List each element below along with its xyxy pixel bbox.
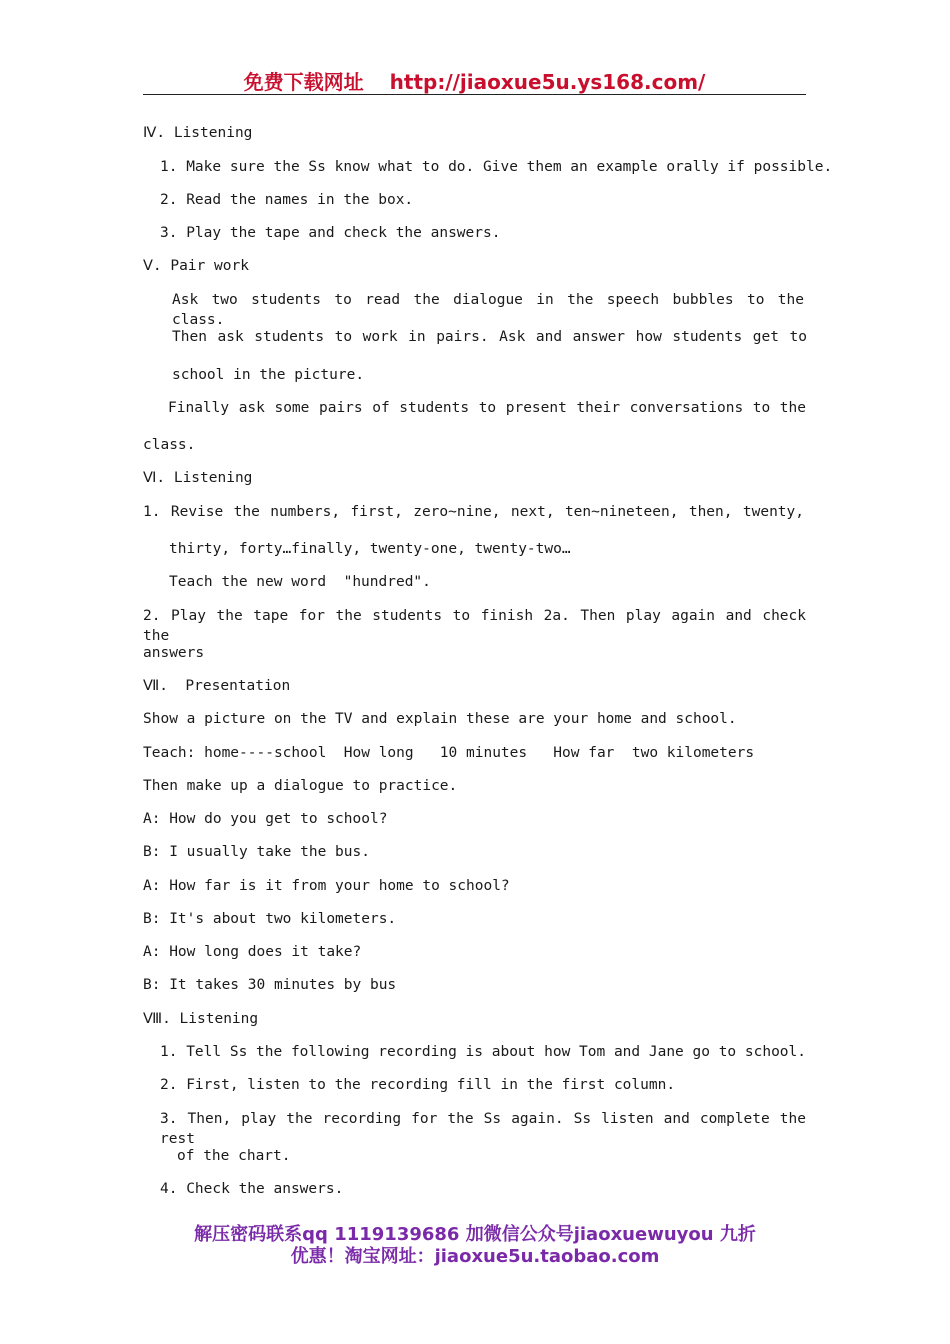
section-7-heading: Ⅶ. Presentation: [143, 678, 291, 694]
paragraph-line: Finally ask some pairs of students to present their conversations to the: [168, 400, 806, 416]
dialogue-line: B: It takes 30 minutes by bus: [143, 977, 397, 993]
paragraph-line: Then ask students to work in pairs. Ask and answer how students get to: [172, 329, 807, 345]
paragraph-line: Teach the new word "hundred".: [169, 574, 431, 590]
footer-line-2: 优惠！淘宝网址：jiaoxue5u.taobao.com: [290, 1246, 660, 1267]
header-url[interactable]: http://jiaoxue5u.ys168.com/: [389, 70, 706, 94]
dialogue-line: A: How do you get to school?: [143, 811, 388, 827]
list-item: 1. Tell Ss the following recording is about how Tom and Jane go to school.: [160, 1044, 807, 1060]
list-item: 3. Then, play the recording for the Ss again. Ss listen and complete the rest: [160, 1111, 806, 1147]
footer-line-1: 解压密码联系qq 1119139686 加微信公众号jiaoxuewuyou 九折: [194, 1224, 756, 1245]
list-item: 4. Check the answers.: [160, 1181, 344, 1197]
dialogue-line: A: How far is it from your home to school?: [143, 878, 510, 894]
section-4-heading: Ⅳ. Listening: [143, 125, 253, 141]
list-item: of the chart.: [177, 1148, 291, 1164]
page-header: [143, 66, 806, 95]
section-6-heading: Ⅵ. Listening: [143, 470, 253, 486]
dialogue-line: A: How long does it take?: [143, 944, 362, 960]
list-item: 2. First, listen to the recording fill in the first column.: [160, 1077, 676, 1093]
list-item: 1. Make sure the Ss know what to do. Give them an example orally if possible.: [160, 159, 833, 175]
list-item: 2. Read the names in the box.: [160, 192, 414, 208]
dialogue-line: B: It's about two kilometers.: [143, 911, 397, 927]
paragraph-line: school in the picture.: [172, 367, 365, 383]
paragraph-line: Show a picture on the TV and explain these are your home and school.: [143, 711, 737, 727]
paragraph-line: Teach: home----school How long 10 minutes How far two kilometers: [143, 745, 755, 761]
dialogue-line: B: I usually take the bus.: [143, 844, 370, 860]
section-5-heading: Ⅴ. Pair work: [143, 258, 249, 274]
paragraph-line: Ask two students to read the dialogue in the speech bubbles to the class.: [172, 292, 804, 328]
header-divider: [143, 94, 806, 95]
section-8-heading: Ⅷ. Listening: [143, 1011, 259, 1027]
paragraph-line: answers: [143, 645, 205, 661]
paragraph-line: class.: [143, 437, 196, 453]
paragraph-line: 1. Revise the numbers, first, zero~nine, next, ten~nineteen, then, twenty,: [143, 504, 804, 520]
list-item: 3. Play the tape and check the answers.: [160, 225, 501, 241]
paragraph-line: thirty, forty…finally, twenty-one, twenty-two…: [169, 541, 571, 557]
paragraph-line: Then make up a dialogue to practice.: [143, 778, 458, 794]
header-title: 免费下载网址: [243, 70, 364, 94]
paragraph-line: 2. Play the tape for the students to finish 2a. Then play again and check the: [143, 608, 806, 644]
